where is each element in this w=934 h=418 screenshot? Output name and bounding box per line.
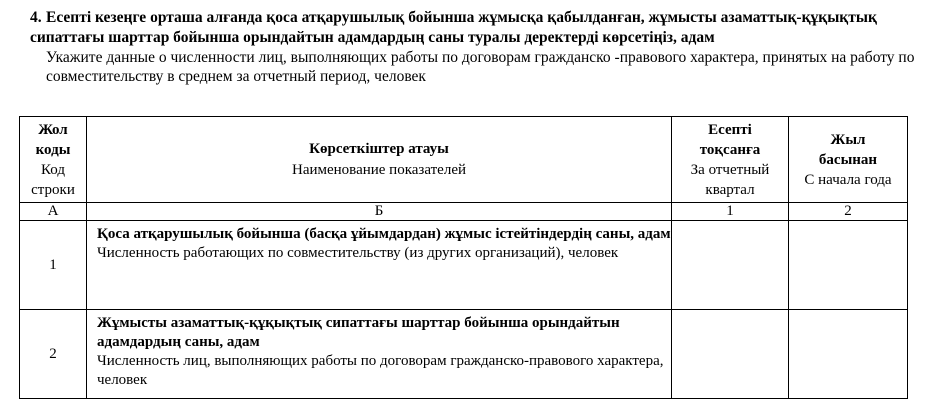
table-row [20, 221, 908, 310]
table-header-row [20, 117, 908, 203]
row-2-quarter-cell[interactable] [672, 310, 789, 399]
header-quarter-ru-2: квартал [705, 181, 755, 198]
header-name-ru: Наименование показателей [291, 161, 467, 178]
header-code-ru-1: Код [41, 161, 65, 178]
column-letter-2: 2 [789, 203, 908, 221]
header-year-kz-2: басынан [818, 151, 878, 168]
header-reporting-quarter [672, 117, 789, 203]
header-code-kz-1: Жол [38, 121, 68, 138]
row-label-ru: Численность работающих по совместительству (из других организаций), человек [97, 245, 619, 261]
section-heading [30, 8, 920, 86]
column-letters-row [20, 203, 908, 221]
header-quarter-kz-2: тоқсанға [699, 141, 761, 158]
section-number: 4. [30, 9, 42, 26]
column-letter-1: 1 [672, 203, 789, 221]
header-code-kz-2: коды [35, 141, 71, 158]
row-2-year-cell[interactable] [789, 310, 908, 399]
row-code: 2 [20, 310, 87, 399]
column-letter-a: А [20, 203, 87, 221]
row-description [87, 221, 672, 310]
row-1-quarter-cell[interactable] [672, 221, 789, 310]
indicators-table [19, 116, 908, 399]
section-title-kz-text: Есепті кезеңге орташа алғанда қоса атқарушылық бойынша жұмысқа қабылданған, жұмысты азаматтық-құқықтық сипаттағы шарттар бойынша орындайтын адамдардың саны туралы деректерді көрсетіңіз, адам [30, 9, 877, 46]
header-code-ru-2: строки [31, 181, 75, 198]
header-name-kz: Көрсеткіштер атауы [309, 140, 449, 157]
header-year-ru: С начала года [804, 171, 892, 188]
row-code: 1 [20, 221, 87, 310]
column-letter-b: Б [87, 203, 672, 221]
section-title-kz [30, 8, 920, 48]
header-quarter-ru-1: За отчетный [690, 161, 770, 178]
table-row [20, 310, 908, 399]
section-title-ru: Укажите данные о численности лиц, выполняющих работы по договорам гражданско -правового характера, принятых на работу по совместительству в среднем за отчетный период, человек [46, 49, 915, 85]
row-1-year-cell[interactable] [789, 221, 908, 310]
header-indicator-name [87, 117, 672, 203]
row-label-kz: Жұмысты азаматтық-құқықтық сипаттағы шарттар бойынша орындайтын адамдардың саны, адам [97, 315, 620, 350]
row-description [87, 310, 672, 399]
row-label-ru: Численность лиц, выполняющих работы по договорам гражданско-правового характера, человек [97, 353, 664, 388]
header-year-kz-1: Жыл [830, 131, 866, 148]
row-label-kz: Қоса атқарушылық бойынша (басқа ұйымдардан) жұмыс істейтіндердің саны, адам [97, 226, 671, 242]
header-row-code [20, 117, 87, 203]
header-quarter-kz-1: Есепті [708, 121, 752, 138]
header-year-to-date [789, 117, 908, 203]
